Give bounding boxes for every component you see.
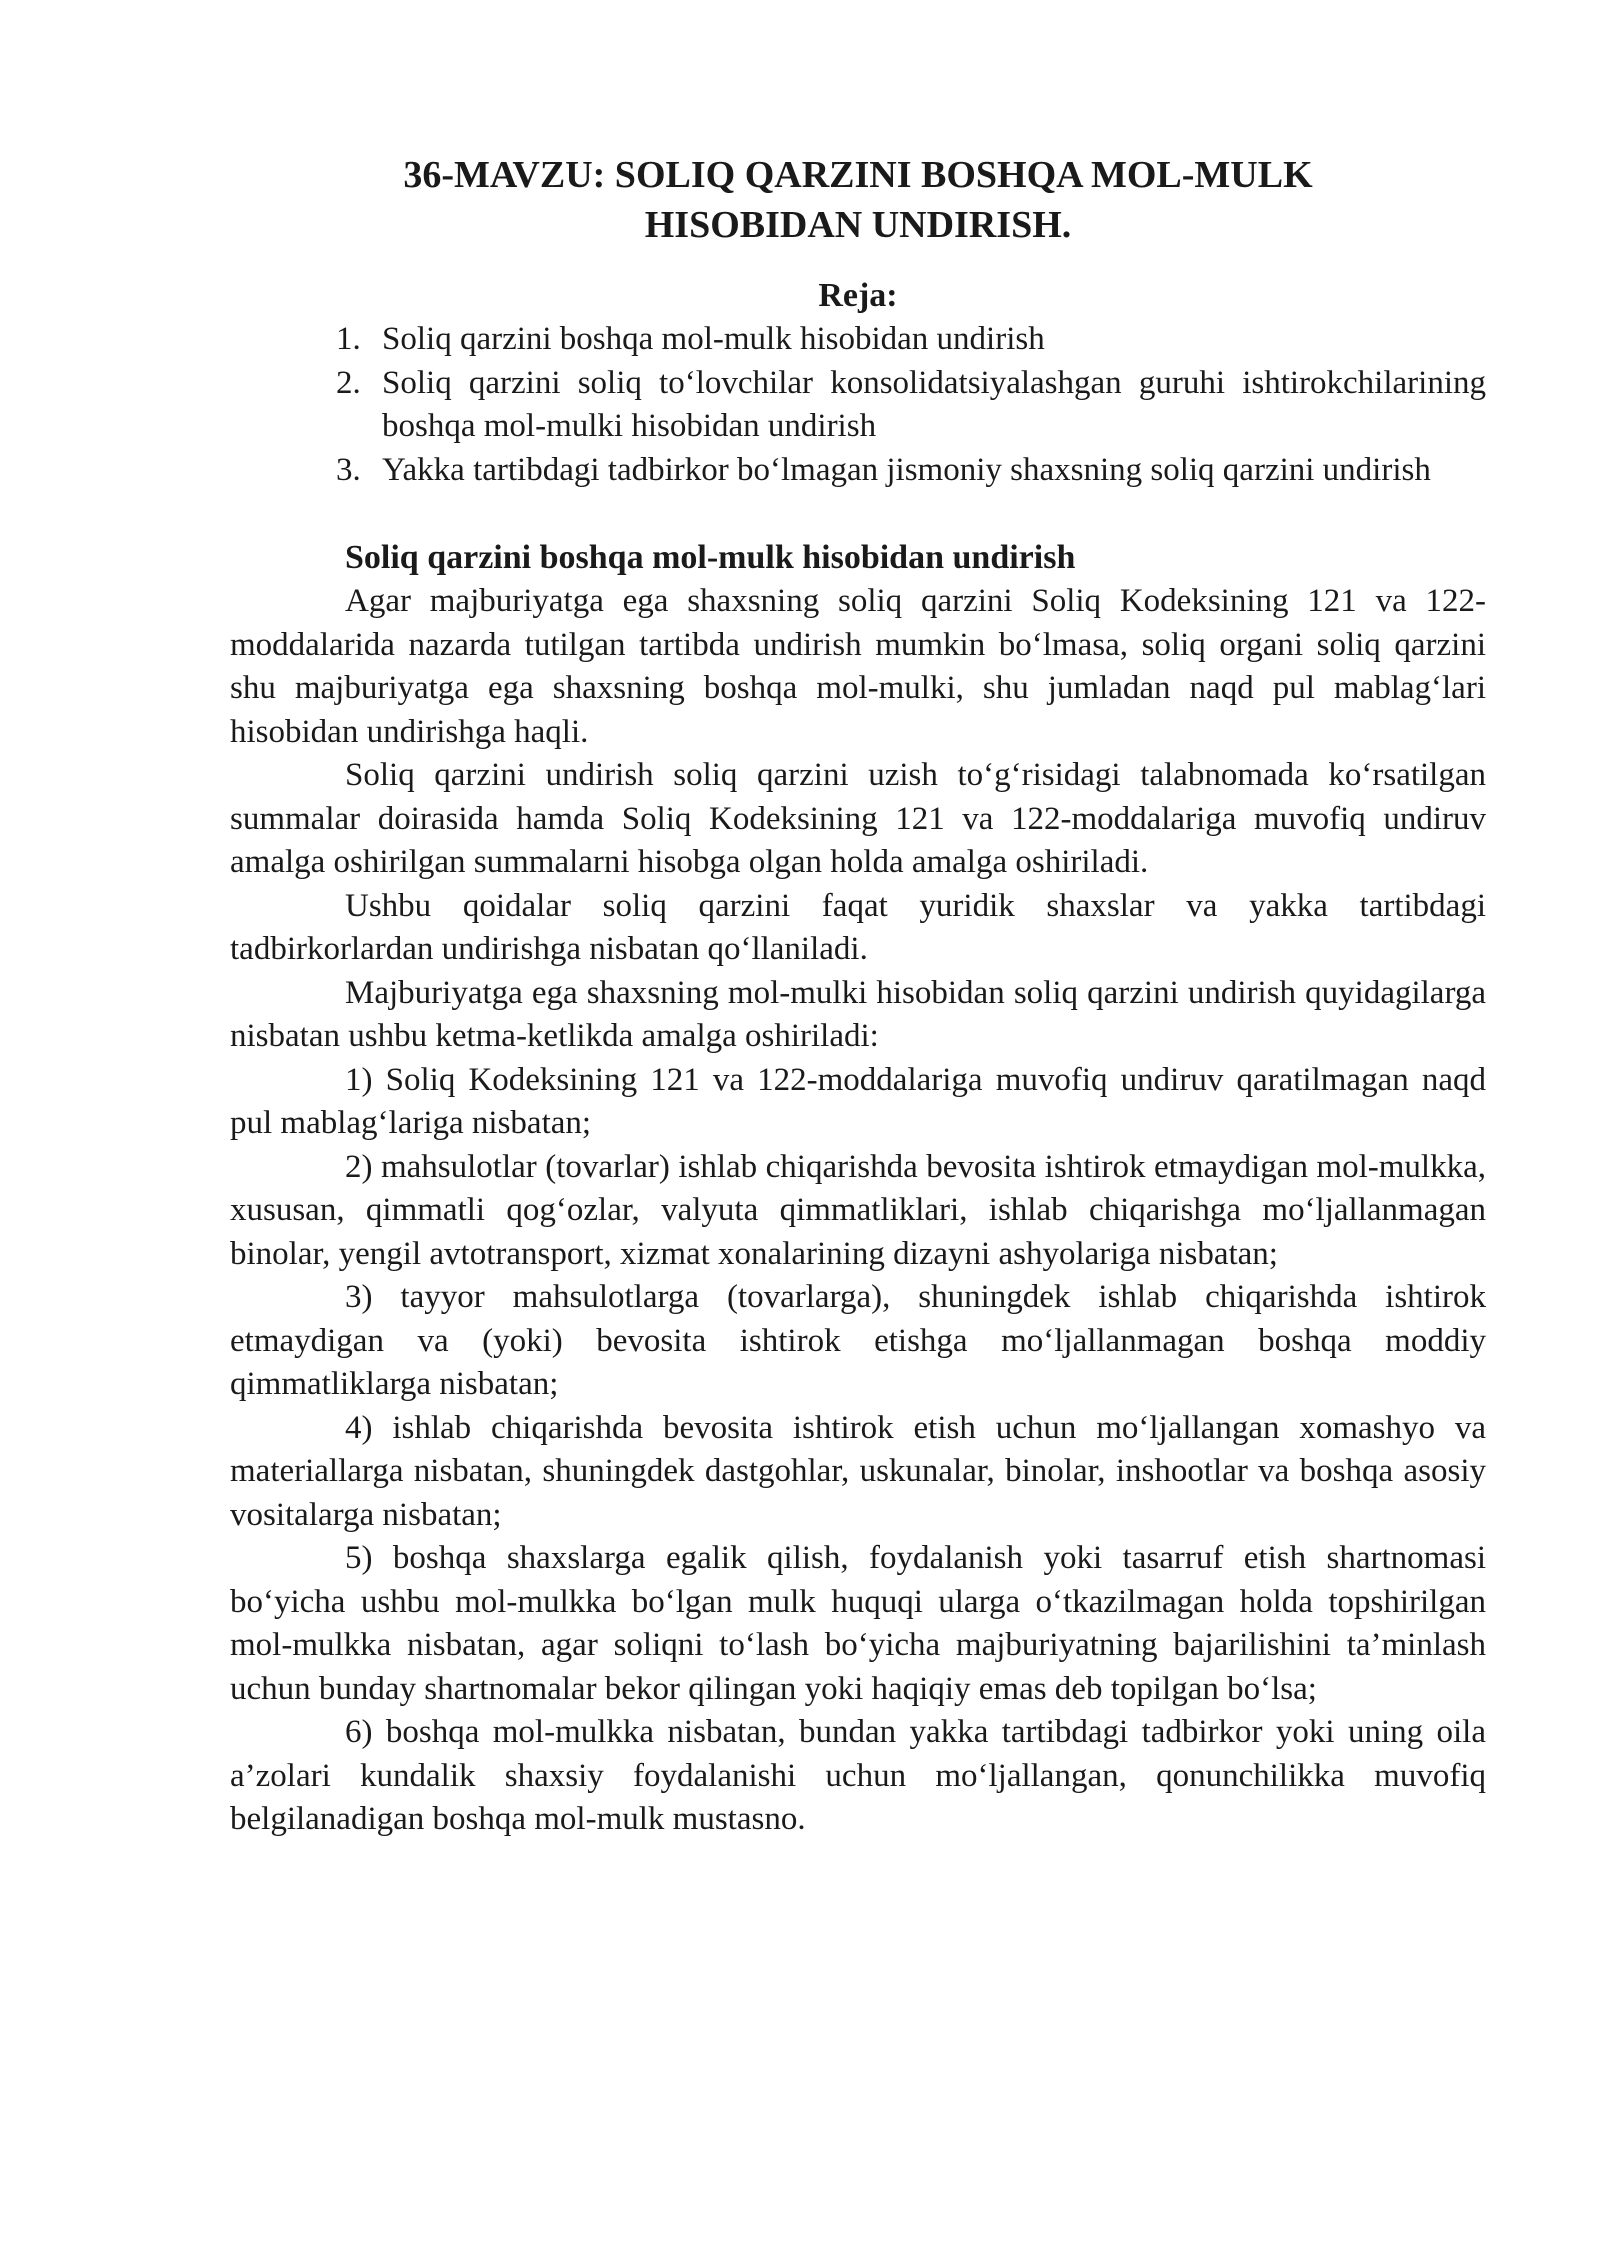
plan-item-number: 3. xyxy=(336,451,361,488)
plan-item-text: Soliq qarzini soliq to‘lovchilar konsolidatsiyalashgan guruhi ishtirokchilarining boshqa mol-mulki hisobidan undirish xyxy=(382,364,1486,444)
plan-item xyxy=(230,449,1486,493)
plan-item-number: 2. xyxy=(336,364,361,401)
body-paragraph: Soliq qarzini undirish soliq qarzini uzish to‘g‘risidagi talabnomada ko‘rsatilgan summalar doirasida hamda Soliq Kodeksining 121 va 122-moddalariga muvofiq undiruv amalga oshirilgan summalarni hisobga olgan holda amalga oshiriladi. xyxy=(230,757,1486,880)
document-body xyxy=(230,150,1486,1842)
plan-item-number: 1. xyxy=(336,321,361,357)
list-paragraph: 3) tayyor mahsulotlarga (tovarlarga), shuningdek ishlab chiqarishda ishtirok etmaydigan va (yoki) bevosita ishtirok etishga mo‘ljallanmagan boshqa moddiy qimmatliklarga nisbatan; xyxy=(230,1279,1486,1402)
list-paragraph: 1) Soliq Kodeksining 121 va 122-moddalariga muvofiq undiruv qaratilmagan naqd pul mablag‘lariga nisbatan; xyxy=(230,1061,1486,1141)
list-paragraph: 2) mahsulotlar (tovarlar) ishlab chiqarishda bevosita ishtirok etmaydigan mol-mulkka, xususan, qimmatli qog‘ozlar, valyuta qimmatliklari, ishlab chiqarishga mo‘ljallanmagan binolar, yengil avtotransport, xizmat xonalarining dizayni ashyolariga nisbatan; xyxy=(230,1148,1486,1272)
title-line-2: HISOBIDAN UNDIRISH. xyxy=(644,204,1072,246)
plan-list xyxy=(230,318,1486,492)
plan-heading: Reja: xyxy=(818,277,898,314)
list-paragraph: 5) boshqa shaxslarga egalik qilish, foydalanish yoki tasarruf etish shartnomasi bo‘yicha ushbu mol-mulkka bo‘lgan mulk huquqi ularga o‘tkazilmagan holda topshirilgan mol-mulkka nisbatan, agar soliqni to‘lash bo‘yicha majburiyatning bajarilishini ta’minlash uchun bunday shartnomalar bekor qilingan yoki haqiqiy emas deb topilgan bo‘lsa; xyxy=(230,1540,1486,1707)
plan-item xyxy=(230,318,1486,362)
list-paragraph: 4) ishlab chiqarishda bevosita ishtirok etish uchun mo‘ljallangan xomashyo va materiallarga nisbatan, shuningdek dastgohlar, uskunalar, binolar, inshootlar va boshqa asosiy vositalarga nisbatan; xyxy=(230,1409,1486,1533)
body-paragraph: Majburiyatga ega shaxsning mol-mulki hisobidan soliq qarzini undirish quyidagilarga nisbatan ushbu ketma-ketlikda amalga oshiriladi: xyxy=(230,974,1486,1054)
plan-item xyxy=(230,362,1486,449)
body-paragraph: Ushbu qoidalar soliq qarzini faqat yuridik shaxslar va yakka tartibdagi tadbirkorlardan undirishga nisbatan qo‘llaniladi. xyxy=(230,887,1486,967)
plan-item-text: Yakka tartibdagi tadbirkor bo‘lmagan jismoniy shaxsning soliq qarzini undirish xyxy=(382,451,1431,488)
section-heading: Soliq qarzini boshqa mol-mulk hisobidan undirish xyxy=(345,539,1076,576)
title-line-1: 36-MAVZU: SOLIQ QARZINI BOSHQA MOL-MULK xyxy=(403,154,1313,196)
body-paragraph: Agar majburiyatga ega shaxsning soliq qarzini Soliq Kodeksining 121 va 122-moddalarida nazarda tutilgan tartibda undirish mumkin bo‘lmasa, soliq organi soliq qarzini shu majburiyatga ega shaxsning boshqa mol-mulki, shu jumladan naqd pul mablag‘lari hisobidan undirishga haqli. xyxy=(230,583,1486,750)
plan-item-text: Soliq qarzini boshqa mol-mulk hisobidan undirish xyxy=(382,321,1045,357)
document-title xyxy=(230,150,1486,250)
list-paragraph: 6) boshqa mol-mulkka nisbatan, bundan yakka tartibdagi tadbirkor yoki uning oila a’zolari kundalik shaxsiy foydalanishi uchun mo‘ljallangan, qonunchilikka muvofiq belgilanadigan boshqa mol-mulk mustasno. xyxy=(230,1714,1486,1837)
